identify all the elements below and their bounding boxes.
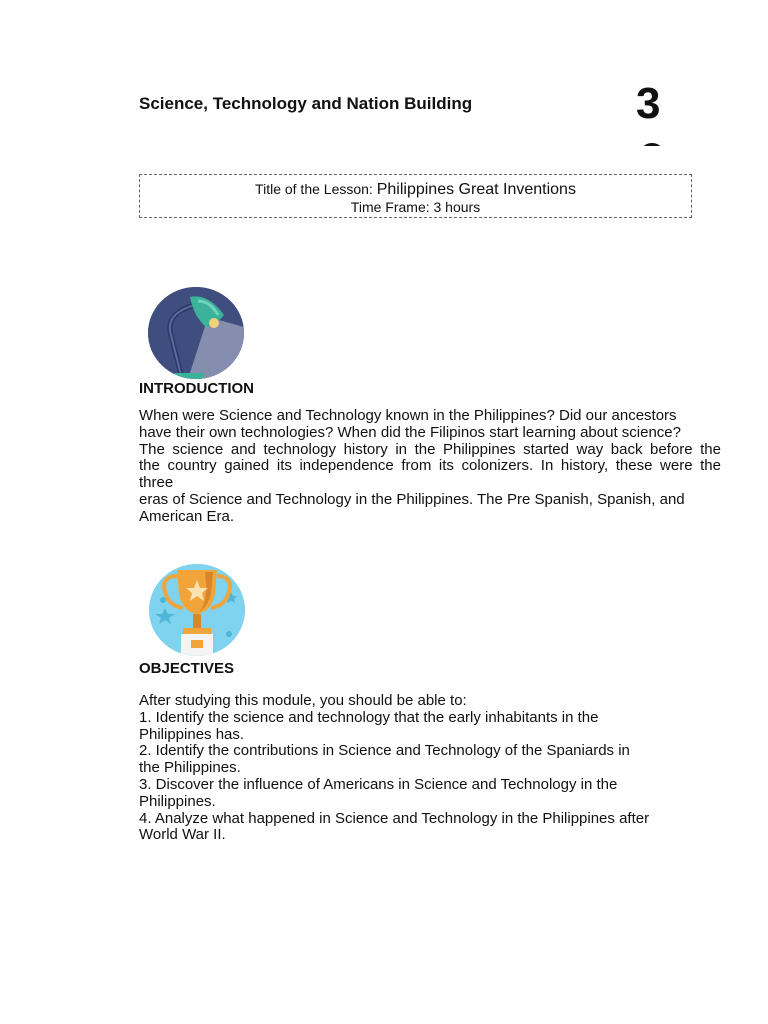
intro-line: eras of Science and Technology in the Philippines. The Pre Spanish, Spanish, and <box>139 490 685 508</box>
objective-line: After studying this module, you should be able to: <box>139 692 467 709</box>
intro-line: three <box>139 474 174 492</box>
trophy-icon <box>149 564 245 656</box>
lesson-title-line <box>140 180 691 199</box>
intro-line: the country gained its independence from its colonizers. In history, these were the <box>139 457 721 475</box>
intro-line: American Era. <box>139 507 235 525</box>
intro-line: have their own technologies? When did the Filipinos start learning about science? <box>139 423 681 441</box>
lesson-title-box <box>139 174 692 218</box>
objective-line: Philippines has. <box>139 725 245 743</box>
lesson-title-label: Title of the Lesson: <box>255 181 373 197</box>
objective-line: the Philippines. <box>139 759 241 777</box>
objective-line: 2. Identify the contributions in Science and Technology of the Spaniards in <box>139 742 630 760</box>
intro-line: When were Science and Technology known in the Philippines? Did our ancestors <box>139 407 677 424</box>
course-title: Science, Technology and Nation Building <box>139 94 473 113</box>
lesson-name: Philippines Great Inventions <box>376 181 576 198</box>
introduction-heading: INTRODUCTION <box>139 380 254 397</box>
objectives-heading: OBJECTIVES <box>139 660 235 677</box>
objective-line: 1. Identify the science and technology that the early inhabitants in the <box>139 708 599 726</box>
time-frame: Time Frame: 3 hours <box>350 199 481 215</box>
desk-lamp-icon <box>148 287 244 379</box>
objective-line: World War II. <box>139 826 226 844</box>
objective-line: 3. Discover the influence of Americans in Science and Technology in the <box>139 775 618 793</box>
objective-line: 4. Analyze what happened in Science and Technology in the Philippines after <box>139 809 650 827</box>
intro-line: The science and technology history in the Philippines started way back before the <box>139 440 721 458</box>
objectives-text <box>139 693 699 844</box>
module-number: 3 <box>636 78 676 146</box>
introduction-text <box>139 408 721 526</box>
objective-line: Philippines. <box>139 792 216 810</box>
